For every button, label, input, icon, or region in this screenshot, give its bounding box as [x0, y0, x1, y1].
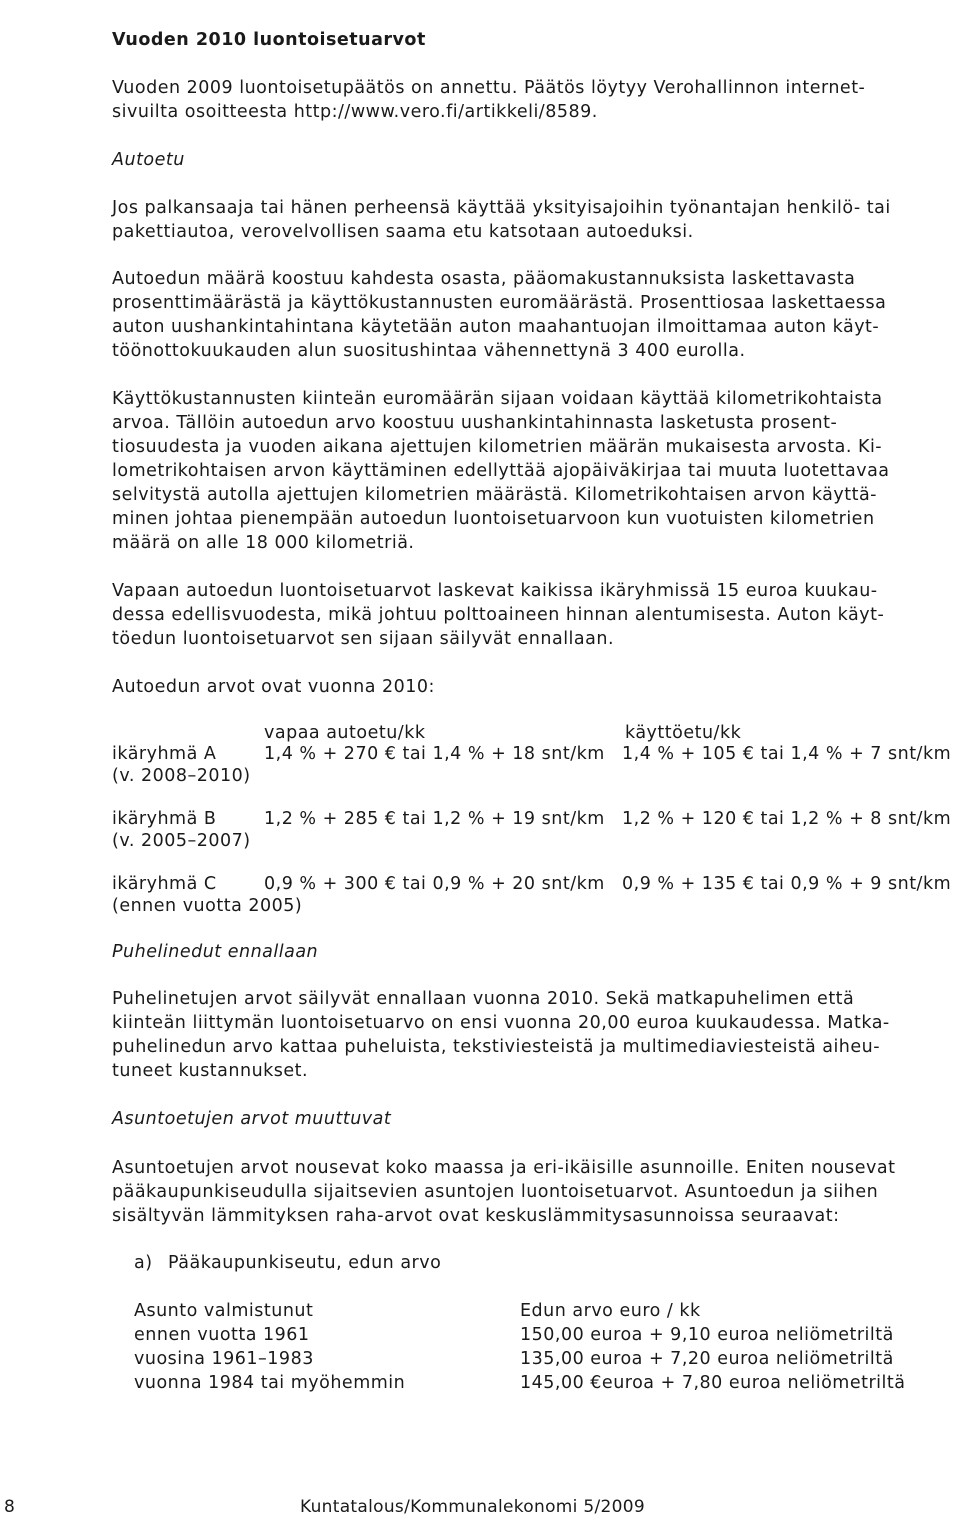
text-line: pakettiautoa, verovelvollisen saama etu katsotaan autoeduksi.: [112, 222, 694, 242]
page-number: 8: [4, 1497, 16, 1517]
use-benefit-value: 0,9 % + 135 € tai 0,9 % + 9 snt/km: [622, 874, 952, 894]
list-marker: a): [134, 1253, 153, 1273]
column-header-left: Asunto valmistunut: [134, 1301, 314, 1321]
free-benefit-value: 0,9 % + 300 € tai 0,9 % + 20 snt/km: [264, 874, 605, 894]
text-line: Autoedun määrä koostuu kahdesta osasta, pääomakustannuksista laskettavasta: [112, 269, 856, 289]
text-line: sivuilta osoitteesta http://www.vero.fi/artikkeli/8589.: [112, 102, 598, 122]
section-title-asunto: Asuntoetujen arvot muuttuvat: [112, 1109, 392, 1129]
text-line: minen johtaa pienempään autoedun luontoisetuarvoon kun vuotuisten kilometrien: [112, 509, 875, 529]
text-line: töedun luontoisetuarvot sen sijaan säilyvät ennallaan.: [112, 629, 615, 649]
use-benefit-value: 1,2 % + 120 € tai 1,2 % + 8 snt/km: [622, 809, 952, 829]
text-line: lometrikohtaisen arvon käyttäminen edellyttää ajopäiväkirjaa tai muuta luotettavaa: [112, 461, 890, 481]
free-benefit-value: 1,2 % + 285 € tai 1,2 % + 19 snt/km: [264, 809, 605, 829]
publication-name: Kuntatalous/Kommunalekonomi 5/2009: [300, 1497, 645, 1517]
text-line: auton uushankintahintana käytetään auton maahantuojan ilmoittamaa auton käyt-: [112, 317, 880, 337]
list-item-text: Pääkaupunkiseutu, edun arvo: [168, 1253, 442, 1273]
built-period: ennen vuotta 1961: [134, 1325, 310, 1345]
text-line: selvitystä autolla ajettujen kilometrien määrästä. Kilometrikohtaisen arvon käyttä-: [112, 485, 877, 505]
age-group-years: (v. 2005–2007): [112, 831, 251, 851]
text-line: pääkaupunkiseudulla sijaitsevien asuntojen luontoisetuarvot. Asuntoedun ja siihen: [112, 1182, 879, 1202]
text-line: Jos palkansaaja tai hänen perheensä käyttää yksityisajoihin työnantajan henkilö- tai: [112, 198, 891, 218]
free-benefit-value: 1,4 % + 270 € tai 1,4 % + 18 snt/km: [264, 744, 605, 764]
benefit-value: 150,00 euroa + 9,10 euroa neliömetriltä: [520, 1325, 894, 1345]
text-line: puhelinedun arvo kattaa puheluista, tekstiviesteistä ja multimediaviesteistä aiheu-: [112, 1037, 881, 1057]
text-line: Vuoden 2009 luontoisetupäätös on annettu. Päätös löytyy Verohallinnon internet-: [112, 78, 866, 98]
text-line: dessa edellisvuodesta, mikä johtuu polttoaineen hinnan alentumisesta. Auton käyt-: [112, 605, 885, 625]
text-line: kiinteän liittymän luontoisetuarvo on ensi vuonna 20,00 euroa kuukaudessa. Matka-: [112, 1013, 890, 1033]
section-title-autoetu: Autoetu: [112, 150, 185, 170]
section-title-puhelin: Puhelinedut ennallaan: [112, 942, 319, 962]
car-table-intro: Autoedun arvot ovat vuonna 2010:: [112, 677, 435, 697]
text-line: arvoa. Tällöin autoedun arvo koostuu uushankintahinnasta lasketusta prosent-: [112, 413, 838, 433]
article-heading: Vuoden 2010 luontoisetuarvot: [112, 30, 426, 50]
age-group-label: ikäryhmä B: [112, 809, 217, 829]
benefit-value: 145,00 €euroa + 7,80 euroa neliömetriltä: [520, 1373, 906, 1393]
text-line: töönottokuukauden alun suositushintaa vähennettynä 3 400 eurolla.: [112, 341, 746, 361]
age-group-years: (v. 2008–2010): [112, 766, 251, 786]
column-header-use: käyttöetu/kk: [625, 723, 742, 743]
text-line: Asuntoetujen arvot nousevat koko maassa ja eri-ikäisille asunnoille. Eniten nousevat: [112, 1158, 896, 1178]
text-line: Puhelinetujen arvot säilyvät ennallaan vuonna 2010. Sekä matkapuhelimen että: [112, 989, 855, 1009]
built-period: vuosina 1961–1983: [134, 1349, 314, 1369]
text-line: prosenttimäärästä ja käyttökustannusten euromäärästä. Prosenttiosaa laskettaessa: [112, 293, 887, 313]
age-group-label: ikäryhmä A: [112, 744, 217, 764]
age-group-years: (ennen vuotta 2005): [112, 896, 303, 916]
text-line: tiosuudesta ja vuoden aikana ajettujen kilometrien määrän mukaisesta arvosta. Ki-: [112, 437, 883, 457]
text-line: tuneet kustannukset.: [112, 1061, 309, 1081]
use-benefit-value: 1,4 % + 105 € tai 1,4 % + 7 snt/km: [622, 744, 952, 764]
text-line: Vapaan autoedun luontoisetuarvot laskevat kaikissa ikäryhmissä 15 euroa kuukau-: [112, 581, 878, 601]
column-header-free: vapaa autoetu/kk: [264, 723, 426, 743]
built-period: vuonna 1984 tai myöhemmin: [134, 1373, 406, 1393]
age-group-label: ikäryhmä C: [112, 874, 217, 894]
text-line: määrä on alle 18 000 kilometriä.: [112, 533, 415, 553]
text-line: Käyttökustannusten kiinteän euromäärän sijaan voidaan käyttää kilometrikohtaista: [112, 389, 883, 409]
column-header-right: Edun arvo euro / kk: [520, 1301, 701, 1321]
benefit-value: 135,00 euroa + 7,20 euroa neliömetriltä: [520, 1349, 894, 1369]
text-line: sisältyvän lämmityksen raha-arvot ovat keskuslämmitysasunnoissa seuraavat:: [112, 1206, 840, 1226]
